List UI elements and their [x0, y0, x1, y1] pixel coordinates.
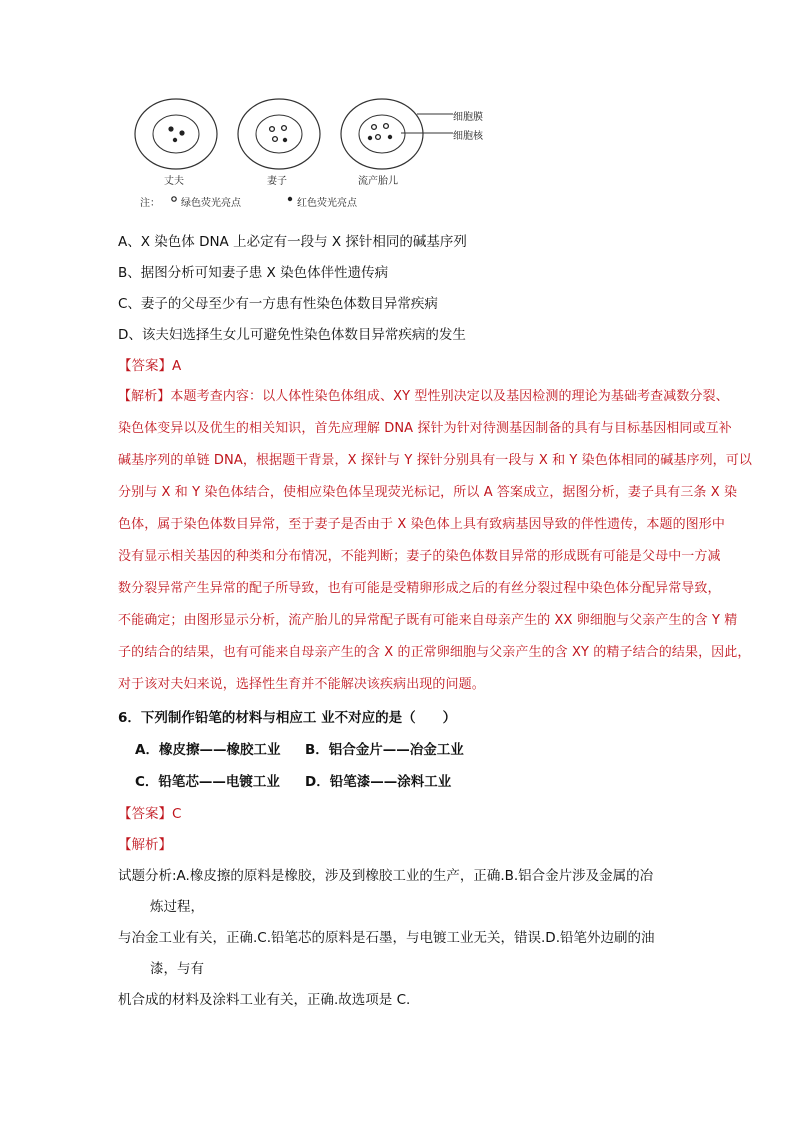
cell-label-fetus: 流产胎儿 — [358, 176, 398, 187]
red-dot — [283, 138, 287, 142]
q6-analysis-line: 炼过程， — [150, 899, 204, 915]
q5-analysis-line: 染色体变异以及优生的相关知识，首先应理解 DNA 探针为针对待测基因制备的具有与目标基因相同或互补 — [118, 421, 732, 436]
q6-option-c: C．铅笔芯——电镀工业 — [135, 774, 280, 790]
q5-analysis-line: 色体，属于染色体数目异常，至于妻子是否由于 X 染色体上具有致病基因导致的伴性遗传，本题的图形中 — [118, 517, 725, 532]
q6-analysis-line: 漆，与有 — [150, 961, 204, 977]
cell-husband — [135, 99, 217, 169]
q6-option-a: A．橡皮擦——橡胶工业 — [135, 742, 281, 758]
q6-analysis-label: 【解析】 — [118, 837, 172, 853]
cell-wife — [238, 99, 320, 169]
q5-analysis-line: 不能确定；由图形显示分析，流产胎儿的异常配子既有可能来自母亲产生的 XX 卵细胞与父亲产生的含 Y 精 — [118, 613, 738, 628]
green-dot — [372, 125, 377, 130]
q6-analysis-line: 机合成的材料及涂料工业有关，正确.故选项是 C. — [118, 992, 411, 1008]
q6-title: 6．下列制作铅笔的材料与相应工 业不对应的是（ ） — [118, 710, 457, 726]
green-dot — [376, 135, 381, 140]
legend-prefix: 注： — [140, 198, 160, 209]
green-dot — [179, 130, 184, 135]
red-dot — [368, 136, 372, 140]
red-dot — [388, 135, 392, 139]
legend-green-label: 绿色荧光亮点 — [181, 198, 241, 209]
green-dot — [168, 126, 173, 131]
cell-fetus — [341, 99, 423, 169]
callout-nucleus: 细胞核 — [453, 131, 483, 142]
q6-option-d: D．铅笔漆——涂料工业 — [305, 774, 452, 790]
q5-analysis-line: 对于该对夫妇来说，选择性生育并不能解决该疾病出现的问题。 — [118, 677, 485, 692]
q5-analysis-line: 分别与 X 和 Y 染色体结合，使相应染色体呈现荧光标记，所以 A 答案成立，据图分析，妻子具有三条 X 染 — [118, 485, 738, 500]
green-dot — [384, 124, 389, 129]
green-dot — [282, 126, 287, 131]
green-dot — [273, 137, 278, 142]
callout-membrane: 细胞膜 — [453, 112, 483, 123]
q5-option-a: A、X 染色体 DNA 上必定有一段与 X 探针相同的碱基序列 — [118, 234, 467, 250]
q6-answer: 【答案】C — [118, 806, 182, 822]
legend-red-dot — [288, 197, 292, 201]
q6-analysis-line: 与冶金工业有关，正确.C.铅笔芯的原料是石墨，与电镀工业无关，错误.D.铅笔外边刷的油 — [118, 930, 655, 946]
q5-option-d: D、该夫妇选择生女儿可避免性染色体数目异常疾病的发生 — [118, 327, 466, 343]
legend-green-dot — [172, 197, 176, 201]
cell-label-wife: 妻子 — [267, 176, 287, 187]
legend-red-label: 红色荧光亮点 — [297, 198, 357, 209]
q6-option-b: B．铝合金片——冶金工业 — [305, 742, 464, 758]
q5-analysis-line: 没有显示相关基因的种类和分布情况，不能判断；妻子的染色体数目异常的形成既有可能是父母中一方减 — [118, 549, 721, 564]
q5-analysis-line: 【解析】本题考查内容：以人体性染色体组成、XY 型性别决定以及基因检测的理论为基础考查减数分裂、 — [118, 389, 729, 404]
q5-analysis-line: 碱基序列的单链 DNA，根据题干背景，X 探针与 Y 探针分别具有一段与 X 和 Y 染色体相同的碱基序列，可以 — [118, 453, 752, 468]
q5-analysis-line: 子的结合的结果，也有可能来自母亲产生的含 X 的正常卵细胞与父亲产生的含 XY 的精子结合的结果，因此， — [118, 645, 751, 660]
q5-analysis-line: 数分裂异常产生异常的配子所导致，也有可能是受精卵形成之后的有丝分裂过程中染色体分配异常导致， — [118, 581, 721, 596]
green-dot — [270, 127, 275, 132]
red-dot — [173, 138, 177, 142]
cell-label-husband: 丈夫 — [164, 176, 184, 187]
q6-analysis-line: 试题分析:A.橡皮擦的原料是橡胶，涉及到橡胶工业的生产，正确.B.铝合金片涉及金属的冶 — [118, 868, 654, 884]
q5-answer: 【答案】A — [118, 358, 182, 374]
q5-option-b: B、据图分析可知妻子患 X 染色体伴性遗传病 — [118, 265, 389, 281]
q5-option-c: C、妻子的父母至少有一方患有性染色体数目异常疾病 — [118, 296, 438, 312]
